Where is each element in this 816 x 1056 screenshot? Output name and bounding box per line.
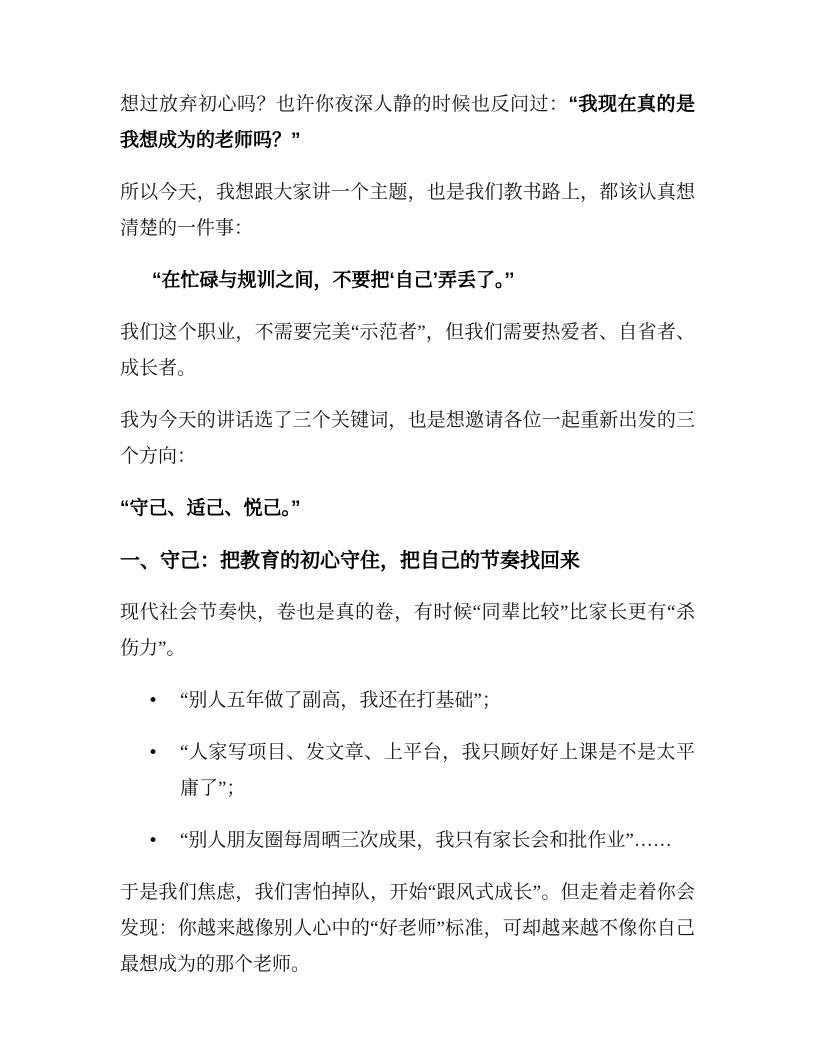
bold-text-run: “在忙碌与规训之间，不要把‘自己’弄丢了。’’ bbox=[152, 270, 515, 291]
list-item bbox=[120, 735, 695, 807]
bold-text-run: 一、守己：把教育的初心守住，把自己的节奏找回来 bbox=[120, 550, 580, 572]
paragraph bbox=[120, 875, 695, 983]
document-body bbox=[120, 87, 695, 983]
list-item-text: “别人五年做了副高，我还在打基础”； bbox=[180, 690, 501, 711]
bullet-icon: • bbox=[148, 743, 159, 763]
list-item bbox=[120, 683, 695, 719]
paragraph bbox=[120, 175, 695, 247]
bold-text-run: “守己、适己、悦己。” bbox=[120, 498, 301, 519]
bullet-icon: • bbox=[148, 831, 159, 851]
list-item-text: “别人朋友圈每周晒三次成果，我只有家长会和批作业”…… bbox=[180, 830, 672, 851]
bold-text-run: “我现在真的是我想成为的老师吗？” bbox=[120, 94, 695, 151]
text-run: 我们这个职业，不需要完美“示范者”，但我们需要热爱者、自省者、成长者。 bbox=[120, 322, 695, 379]
paragraph bbox=[120, 87, 695, 159]
paragraph bbox=[120, 315, 695, 387]
section-heading bbox=[120, 543, 695, 579]
paragraph bbox=[120, 595, 695, 667]
text-run: 于是我们焦虑，我们害怕掉队，开始“跟风式成长”。但走着走着你会发现：你越来越像别人心中的“好老师”标准，可却越来越不像你自己最想成为的那个老师。 bbox=[120, 882, 695, 975]
text-run: 所以今天，我想跟大家讲一个主题，也是我们教书路上，都该认真想清楚的一件事： bbox=[120, 182, 695, 239]
text-run: 我为今天的讲话选了三个关键词，也是想邀请各位一起重新出发的三个方向： bbox=[120, 410, 695, 467]
quote-paragraph bbox=[120, 263, 695, 299]
paragraph bbox=[120, 403, 695, 475]
bullet-icon: • bbox=[148, 691, 159, 711]
bullet-list bbox=[120, 683, 695, 859]
list-item-text: “人家写项目、发文章、上平台，我只顾好好上课是不是太平庸了”； bbox=[180, 742, 695, 799]
text-run: 想过放弃初心吗？也许你夜深人静的时候也反问过： bbox=[120, 94, 569, 115]
keywords-paragraph bbox=[120, 491, 695, 527]
list-item bbox=[120, 823, 695, 859]
text-run: 现代社会节奏快，卷也是真的卷，有时候“同辈比较”比家长更有“杀伤力”。 bbox=[120, 602, 695, 659]
